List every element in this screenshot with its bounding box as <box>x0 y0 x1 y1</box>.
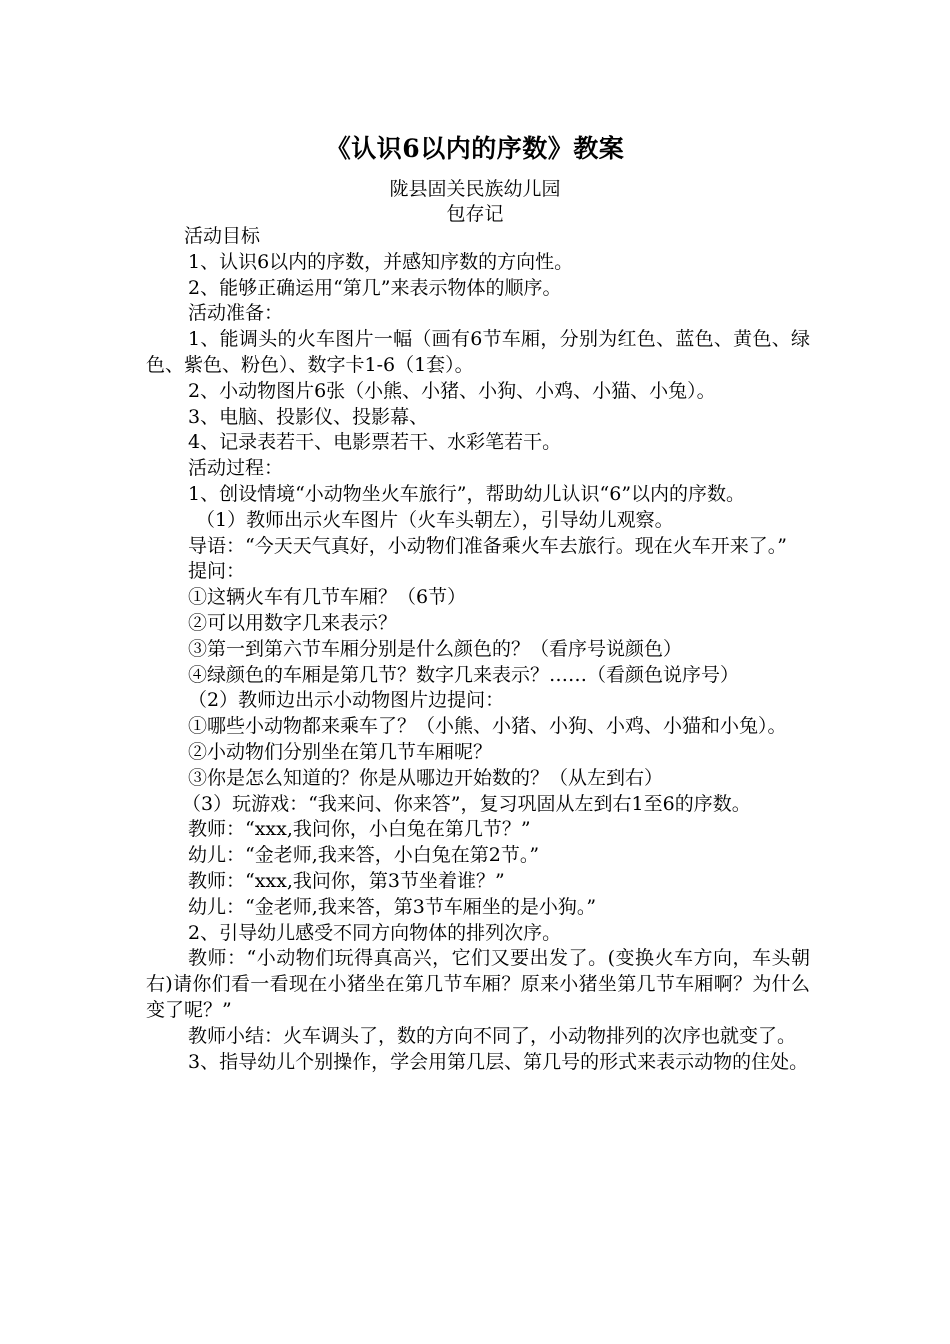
paragraph: 2、引导幼儿感受不同方向物体的排列次序。 <box>188 921 562 944</box>
document-title: 《认识6以内的序数》教案 <box>325 134 625 163</box>
paragraph: 教师：“小动物们玩得真高兴，它们又要出发了。(变换火车方向，车头朝右)请你们看一看现在小猪坐在第几节车厢？原来小猪坐第几节车厢啊？为什么变了呢？” <box>146 947 810 1021</box>
section-heading-process: 活动过程： <box>188 457 284 480</box>
paragraph: 1、创设情境“小动物坐火车旅行”，帮助幼儿认识“6”以内的序数。 <box>188 482 746 505</box>
paragraph: 提问： <box>188 560 246 583</box>
paragraph: （2）教师边出示小动物图片边提问： <box>188 689 505 712</box>
paragraph: ②小动物们分别坐在第几节车厢呢？ <box>188 740 493 763</box>
paragraph: 教师小结：火车调头了，数的方向不同了，小动物排列的次序也就变了。 <box>188 1024 797 1047</box>
section-heading-goals: 活动目标 <box>184 225 261 247</box>
paragraph: 导语：“今天天气真好，小动物们准备乘火车去旅行。现在火车开来了。” <box>188 534 787 557</box>
paragraph: 3、指导幼儿个别操作，学会用第几层、第几号的形式来表示动物的住处。 <box>188 1050 809 1073</box>
paragraph: ①这辆火车有几节车厢？（6节） <box>188 586 467 609</box>
document-body <box>146 224 810 1075</box>
paragraph: 4、记录表若干、电影票若干、水彩笔若干。 <box>188 431 562 454</box>
paragraph: ②可以用数字几来表示？ <box>188 611 398 634</box>
paragraph: 2、小动物图片6张（小熊、小猪、小狗、小鸡、小猫、小兔）。 <box>188 379 716 402</box>
section-heading-preparation: 活动准备： <box>188 302 284 325</box>
author-name: 包存记 <box>446 203 504 225</box>
dialogue-line: 幼儿：“金老师,我来答，第3节车厢坐的是小狗。” <box>188 895 597 918</box>
dialogue-line: 教师：“xxx,我问你，小白兔在第几节？” <box>188 818 531 841</box>
school-name: 陇县固关民族幼儿园 <box>389 178 561 200</box>
paragraph: （1）教师出示火车图片（火车头朝左），引导幼儿观察。 <box>196 508 674 531</box>
paragraph: 1、能调头的火车图片一幅（画有6节车厢，分别为红色、蓝色、黄色、绿色、紫色、粉色）、数字卡1-6（1套）。 <box>146 328 810 376</box>
paragraph: （3）玩游戏：“我来问、你来答”，复习巩固从左到右1至6的序数。 <box>182 792 751 815</box>
dialogue-line: 幼儿：“金老师,我来答，小白兔在第2节。” <box>188 844 540 867</box>
paragraph: ④绿颜色的车厢是第几节？数字几来表示？……（看颜色说序号） <box>188 663 740 686</box>
dialogue-line: 教师：“xxx,我问你，第3节坐着谁？” <box>188 869 505 892</box>
paragraph: ③你是怎么知道的？你是从哪边开始数的？（从左到右） <box>188 766 664 789</box>
paragraph: 3、电脑、投影仪、投影幕、 <box>188 405 429 428</box>
paragraph: ①哪些小动物都来乘车了？（小熊、小猪、小狗、小鸡、小猫和小兔）。 <box>188 715 787 738</box>
paragraph: ③第一到第六节车厢分别是什么颜色的？（看序号说颜色） <box>188 637 683 660</box>
paragraph: 1、认识6以内的序数，并感知序数的方向性。 <box>188 250 574 273</box>
paragraph: 2、能够正确运用“第几”来表示物体的顺序。 <box>188 276 562 299</box>
